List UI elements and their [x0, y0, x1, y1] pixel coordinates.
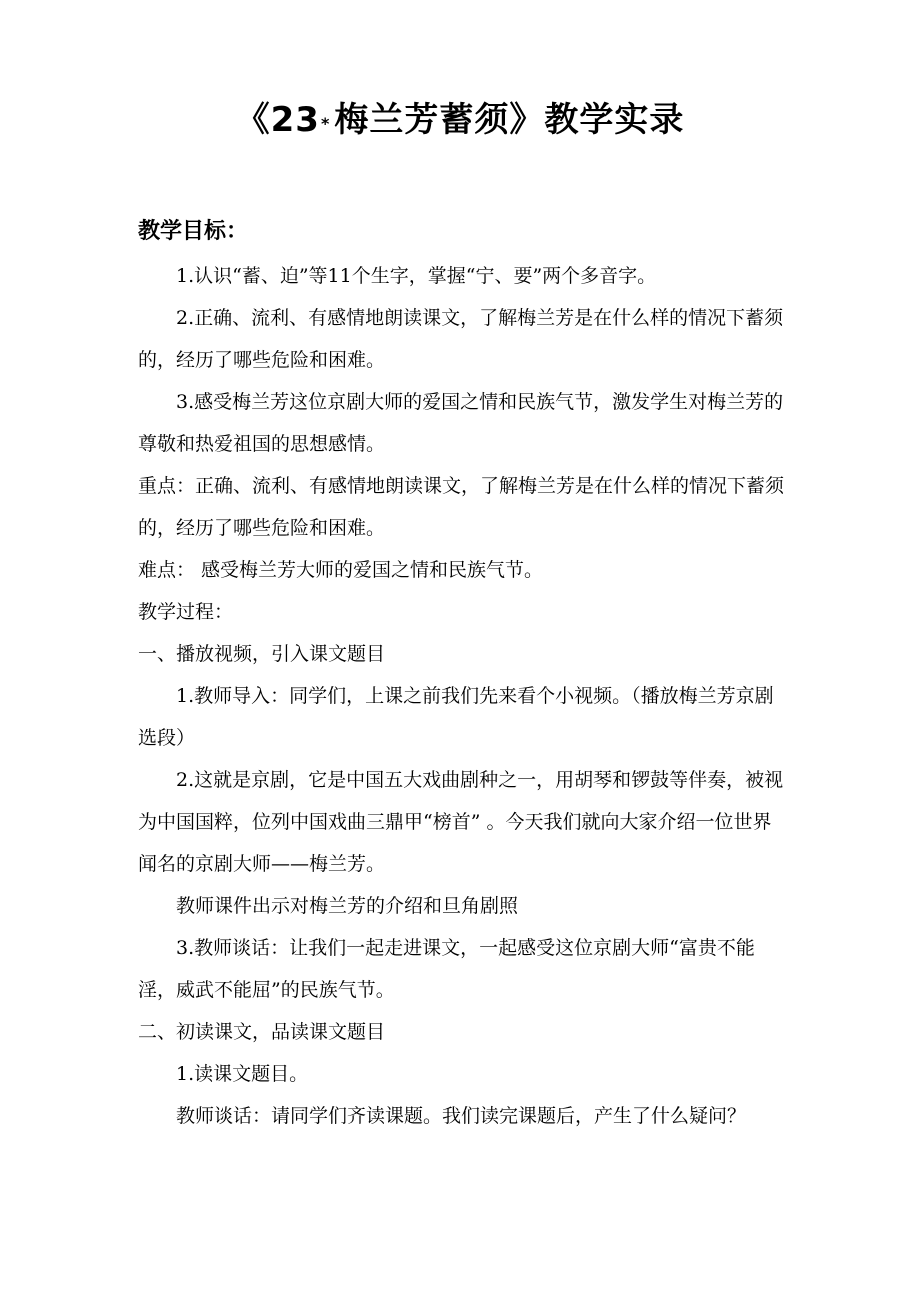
paragraph: 2.这就是京剧，它是中国五大戏曲剧种之一，用胡琴和锣鼓等伴奏，被视为中国国粹，位列中国戏曲三鼎甲“榜首” 。今天我们就向大家介绍一位世界闻名的京剧大师——梅兰芳。: [138, 769, 784, 875]
paragraph-key-point: 重点：正确、流利、有感情地朗读课文，了解梅兰芳是在什么样的情况下蓄须的，经历了哪些危险和困难。: [138, 475, 785, 539]
section-heading-part-two: 二、初读课文，品读课文题目: [138, 1021, 386, 1043]
paragraph-difficulty: 难点： 感受梅兰芳大师的爱国之情和民族气节。: [138, 559, 544, 581]
paragraph-process-heading: 教学过程：: [138, 601, 234, 623]
title-main: 梅兰芳蓄须》教学实录: [334, 100, 685, 140]
paragraph: 1.认识“蓄、迫”等11个生字，掌握“宁、要”两个多音字。: [176, 265, 657, 287]
paragraph: 教师课件出示对梅兰芳的介绍和旦角剧照: [176, 895, 519, 917]
document-body: [138, 255, 788, 1137]
title-asterisk: *: [320, 114, 331, 133]
paragraph: 1.读课文题目。: [176, 1063, 309, 1085]
paragraph: 3.感受梅兰芳这位京剧大师的爱国之情和民族气节，激发学生对梅兰芳的尊敬和热爱祖国的思想感情。: [138, 391, 784, 455]
paragraph: 1.教师导入：同学们，上课之前我们先来看个小视频。（播放梅兰芳京剧选段）: [138, 685, 774, 749]
paragraph: 教师谈话：请同学们齐读课题。我们读完课题后，产生了什么疑问？: [176, 1105, 747, 1127]
section-heading-objectives: 教学目标：: [138, 219, 249, 244]
paragraph: 2.正确、流利、有感情地朗读课文，了解梅兰芳是在什么样的情况下蓄须的，经历了哪些危险和困难。: [138, 307, 784, 371]
paragraph: 3.教师谈话：让我们一起走进课文，一起感受这位京剧大师“富贵不能淫，威武不能屈”的民族气节。: [138, 937, 755, 1001]
section-heading-part-one: 一、播放视频，引入课文题目: [138, 643, 386, 665]
title-prefix: 《23: [235, 100, 320, 140]
document-title: [0, 92, 920, 141]
